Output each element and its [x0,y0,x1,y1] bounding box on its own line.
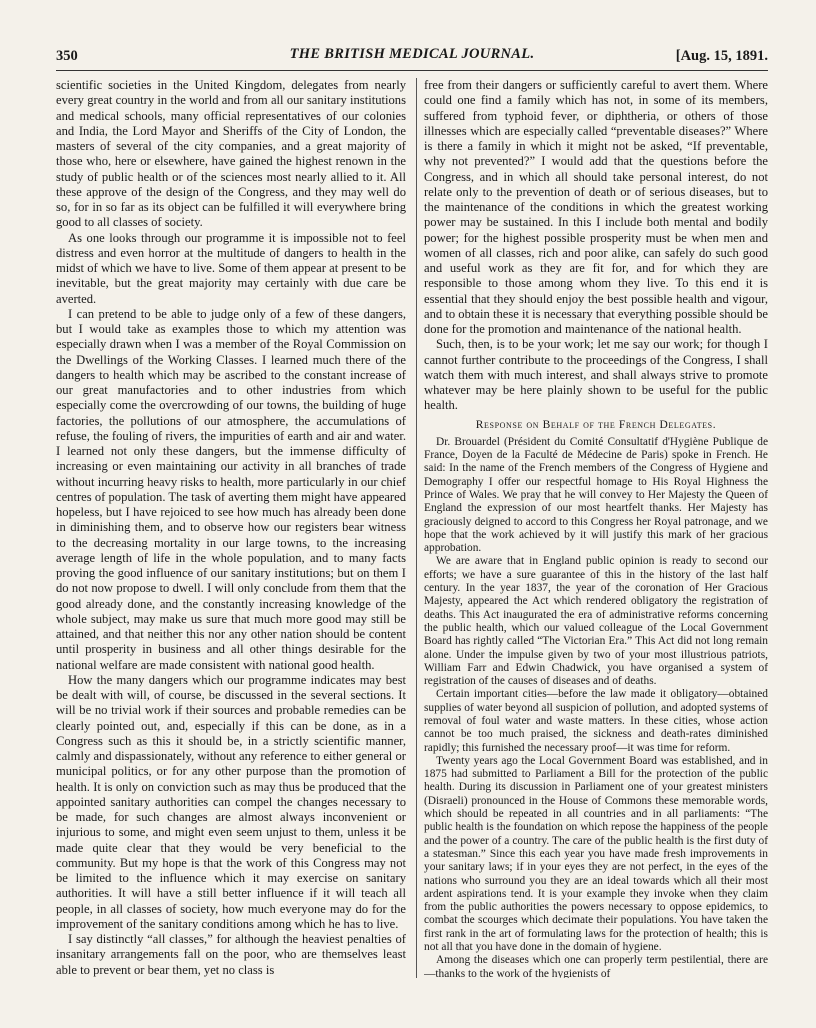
section-heading: Response on Behalf of the French Delegates. [475,418,717,431]
page-number: 350 [56,48,78,64]
column-divider [416,78,417,978]
right-paragraph-7: Among the diseases which one can properly term pestilential, there are—thanks to the work of the hygienists of [424,954,768,978]
right-column [424,78,768,978]
issue-date: [Aug. 15, 1891. [675,48,768,64]
left-paragraph-5: I say distinctly “all classes,” for although the heaviest penalties of insanitary arrangements fall on the poor, who are themselves least able to prevent or bear them, yet no class is [56,932,406,977]
right-paragraph-1: free from their dangers or sufficiently careful to avert them. Where could one find a family which has not, in some of its members, suffered from typhoid fever, or diphtheria, or others of those illnesses which are especially called “preventable diseases?” Where is there a family in which it might not be asked, “If preventable, why not prevented?” I would add that the questions before the Congress, and in which all should take personal interest, do not relate only to the prevention of death or of serious diseases, but to the maintenance of the conditions in which the greatest working power may be sustained. In this I include both mental and bodily power; for the highest possible prosperity must be when men and women of all classes, rich and poor alike, can safely do such good and useful work as they are fit for, and for which they are responsible to those among whom they live. To this end it is essential that they should enjoy the best possible health and vigour, and to obtain these it is necessary that everything possible should be done for the promotion and maintenance of the national health. [424,78,768,336]
left-paragraph-3: I can pretend to be able to judge only of a few of these dangers, but I would take as examples those to which my attention was especially drawn when I was a member of the Royal Commission on the Dwellings of the Working Classes. I learned much there of the dangers to health which may be ascribed to the constant increase of our great manufactories and to other industries from which especially come the overcrowding of our towns, the building of huge factories, the pollutions of our atmosphere, the accumulations of refuse, the fouling of rivers, the impurities of earth and air and water. I learned not only these dangers, but the immense difficulty of increasing or even maintaining our activity in all branches of trade without incurring heavy risks to health, more particularly in our chief centres of population. The task of averting them might have appeared hopeless, but I have rejoiced to see how much has already been done in diminishing them, and to observe how our registers bear witness to the decreasing mortality in our large towns, to the increasing average length of life in the whole population, and to many facts proving the good influence of our sanitary institutions; but on them I do not now propose to dwell. I will only conclude from them that the good already done, and the constantly increasing knowledge of the whole subject, may make us sure that much more good may still be attained, and that neither this nor any other nation should be content until prosperity in business and all other things desirable for the national welfare are made consistent with national good health. [56,306,406,672]
french-response-body [424,436,768,978]
running-header [56,46,768,68]
left-column [56,78,406,978]
right-paragraph-2: Such, then, is to be your work; let me say our work; for though I cannot further contribute to the proceedings of the Congress, I shall watch them with much interest, and shall always strive to promote whatever may be here plainly shown to be useful for the public health. [424,337,768,413]
header-rule [56,70,768,71]
left-paragraph-1: scientific societies in the United Kingdom, delegates from nearly every great country in the world and from all our sanitary institutions and medical schools, many official representatives of our colonies and India, the Lord Mayor and Sheriffs of the City of London, the masters of several of the city companies, and a great majority of those who, here or elsewhere, have gained the highest renown in the study of public health or of the sciences most nearly allied to it. All these approve of the design of the Congress, and they may well do so, for in so far as its object can be fulfilled it will everywhere bring good to all classes of society. [56,78,406,230]
left-paragraph-2: As one looks through our programme it is impossible not to feel distress and even horror at the multitude of dangers to health in the midst of which we have to live. Some of them appear at present to be inevitable, but the great majority may certainly with due care be averted. [56,230,406,306]
journal-title: THE BRITISH MEDICAL JOURNAL. [289,46,535,62]
right-paragraph-4: We are aware that in England public opinion is ready to second our efforts; we have a sure guarantee of this in the history of the last half century. In the year 1837, the year of the coronation of Her Gracious Majesty, appeared the Act which rendered obligatory the registration of deaths. This Act inaugurated the era of administrative reforms concerning the public health, which our valued colleague of the Local Government Board has rightly called “The Victorian Era.” This Act did not long remain alone. Under the impulse given by two of your most illustrious patriots, William Farr and Edwin Chadwick, you have organised a system of registration of the causes of diseases and of deaths. [424,555,768,688]
right-paragraph-5: Certain important cities—before the law made it obligatory—obtained supplies of water beyond all suspicion of pollution, and adopted systems of removal of foul water and waste matters. In these cities, whose action cannot be too much praised, the sickness and death-rates diminished rapidly; this furnished the necessary proof—it was time for reform. [424,688,768,754]
left-paragraph-4: How the many dangers which our programme indicates may best be dealt with will, of course, be discussed in the several sections. It will be no trivial work if their sources and probable remedies can be clearly pointed out, and, especially if this can be done, as in a Congress such as this it should be, in a strictly scientific manner, calmly and dispassionately, without any reference to either general or municipal politics, or for any other purpose than the promotion of health. It is only on conviction such as may thus be produced that the appointed sanitary authorities can compel the changes necessary to be made, for such changes are almost always inconvenient or injurious to some, and might even seem unjust to them, unless it be made quite clear that they would be very beneficial to the community. But my hope is that the work of this Congress may not be limited to the influence which it may exercise on sanitary authorities. It will have a still better influence if it will teach all people, in all classes of society, how much everyone may do for the improvement of the sanitary conditions among which he has to live. [56,672,406,931]
right-paragraph-3: Dr. Brouardel (Président du Comité Consultatif d'Hygiène Publique de France, Doyen de la Faculté de Médecine de Paris) spoke in French. He said: In the name of the French members of the Congress of Hygiene and Demography I offer our respectful homage to His Royal Highness the Prince of Wales. We pray that he will convey to Her Majesty the Queen of England the expression of our most heartfelt thanks. Her Majesty has graciously deigned to accord to this Congress her Royal patronage, and we hope that the work achieved by it will justify this mark of her gracious approbation. [424,435,768,555]
right-paragraph-6: Twenty years ago the Local Government Board was established, and in 1875 had submitted to Parliament a Bill for the protection of the public health. During its discussion in Parliament one of your greatest ministers (Disraeli) pronounced in the House of Commons these memorable words, which should be repeated in all countries and in all parliaments: “The public health is the foundation on which repose the happiness of the people and the power of a country. The care of the public health is the first duty of a statesman.” Since this each year you have made fresh improvements in your sanitary laws; if in your eyes they are not perfect, in the eyes of the nations who surround you they are an ideal towards which all their most ardent aspirations tend. It is your example they invoke when they claim from the public authorities the powers necessary to oppose epidemics, to combat the scourges which decimate their populations. You have taken the first rank in the art of formulating laws for the protection of health; this is not all that you have done in the domain of hygiene. [424,754,768,954]
